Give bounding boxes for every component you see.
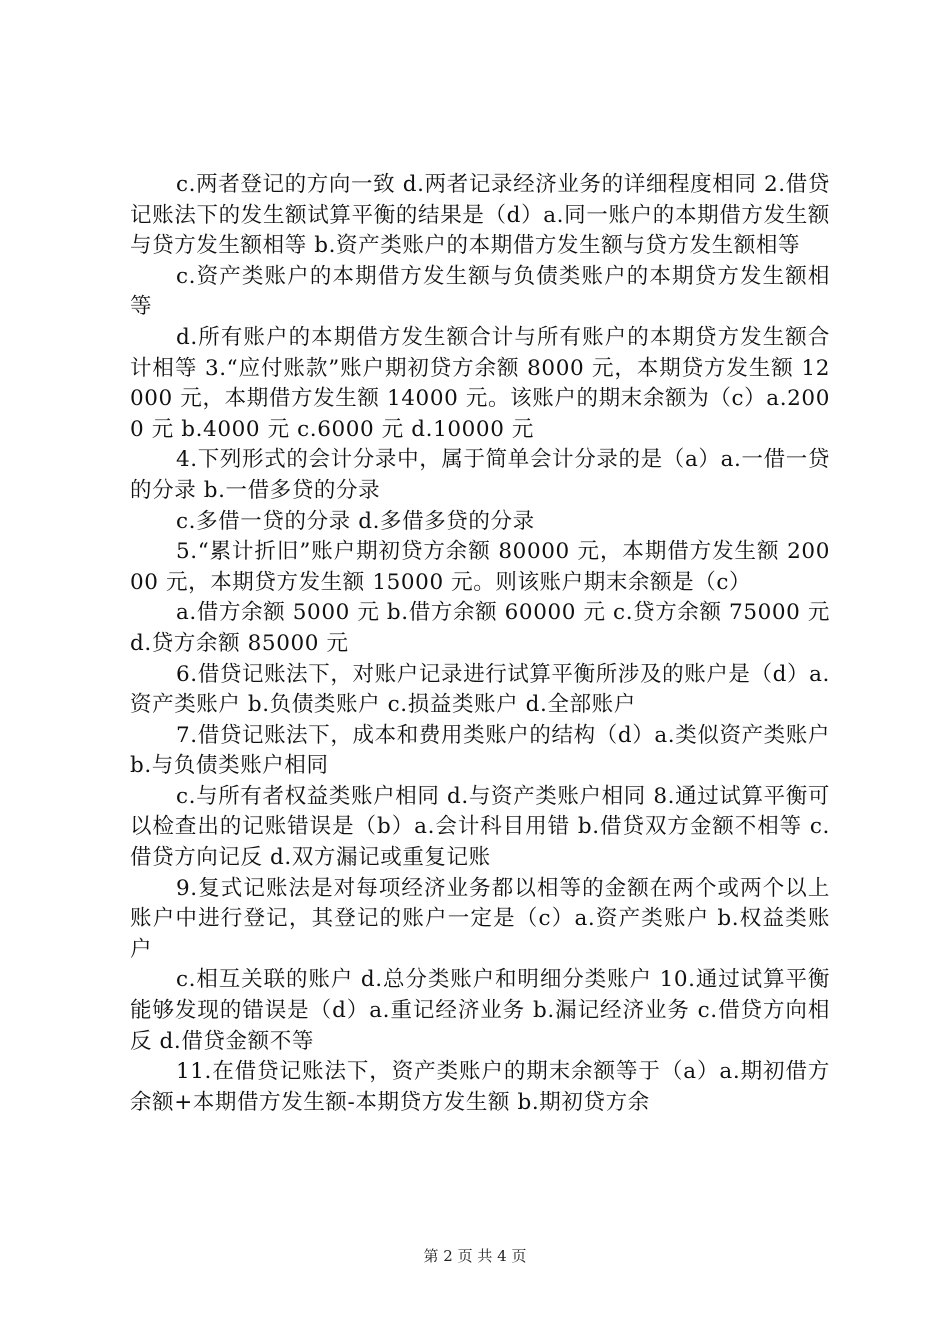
paragraph: 11.在借贷记账法下，资产类账户的期末余额等于（a）a.期初借方余额+本期借方发生额-本期贷方发生额 b.期初贷方余: [130, 1059, 830, 1115]
page-number-label: 第 2 页 共 4 页: [423, 1247, 527, 1265]
paragraph: 6.借贷记账法下，对账户记录进行试算平衡所涉及的账户是（d）a.资产类账户 b.负债类账户 c.损益类账户 d.全部账户: [130, 661, 830, 718]
paragraph: c.与所有者权益类账户相同 d.与资产类账户相同 8.通过试算平衡可以检查出的记账错误是（b）a.会计科目用错 b.借贷双方金额不相等 c.借贷方向记反 d.双方漏记或重复记账: [130, 783, 830, 871]
paragraph: 7.借贷记账法下，成本和费用类账户的结构（d）a.类似资产类账户 b.与负债类账户相同: [130, 722, 830, 779]
paragraph: a.借方余额 5000 元 b.借方余额 60000 元 c.贷方余额 75000 元 d.贷方余额 85000 元: [130, 600, 830, 656]
page-footer: [0, 1245, 950, 1266]
paragraph: 9.复式记账法是对每项经济业务都以相等的金额在两个或两个以上账户中进行登记，其登记的账户一定是（c）a.资产类账户 b.权益类账户: [130, 875, 830, 962]
paragraph: 4.下列形式的会计分录中，属于简单会计分录的是（a）a.一借一贷的分录 b.一借多贷的分录: [130, 447, 830, 503]
paragraph: c.资产类账户的本期借方发生额与负债类账户的本期贷方发生额相等: [130, 263, 830, 320]
paragraph: c.多借一贷的分录 d.多借多贷的分录: [176, 508, 535, 534]
paragraph: d.所有账户的本期借方发生额合计与所有账户的本期贷方发生额合计相等 3.“应付账款”账户期初贷方余额 8000 元，本期贷方发生额 12000 元，本期借方发生额 14000 元。该账户的期末余额为（c）a.2000 元 b.4000 元 c.6000 元 d.10000 元: [130, 324, 830, 442]
document-body: [130, 170, 830, 1118]
paragraph: 5.“累计折旧”账户期初贷方余额 80000 元，本期借方发生额 20000 元，本期贷方发生额 15000 元。则该账户期末余额是（c）: [130, 539, 830, 595]
paragraph: c.相互关联的账户 d.总分类账户和明细分类账户 10.通过试算平衡能够发现的错误是（d）a.重记经济业务 b.漏记经济业务 c.借贷方向相反 d.借贷金额不等: [130, 967, 830, 1054]
paragraph: c.两者登记的方向一致 d.两者记录经济业务的详细程度相同 2.借贷记账法下的发生额试算平衡的结果是（d）a.同一账户的本期借方发生额与贷方发生额相等 b.资产类账户的本期借方发生额与贷方发生额相等: [130, 172, 830, 259]
